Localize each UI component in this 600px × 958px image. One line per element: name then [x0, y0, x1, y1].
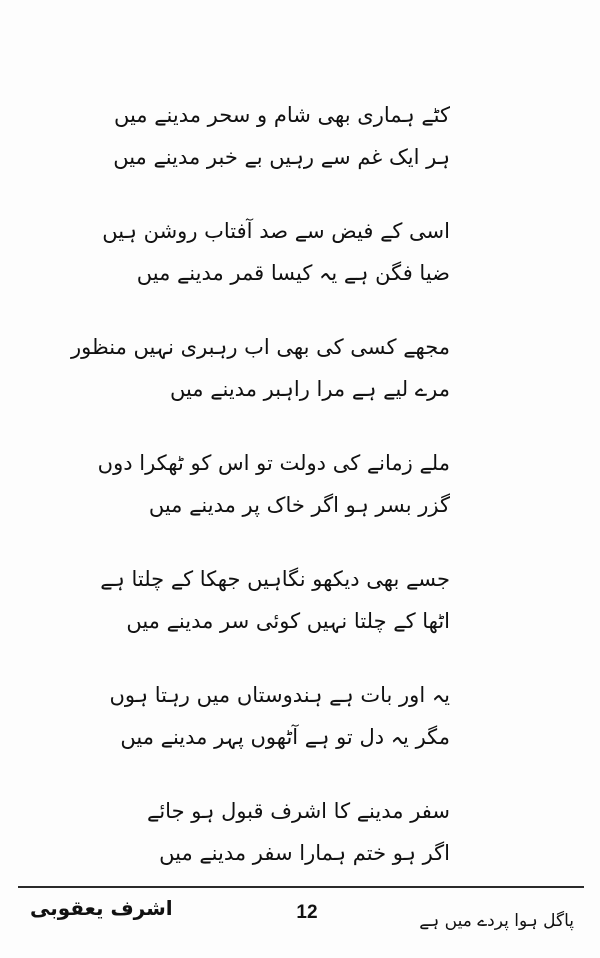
poem-body: [71, 94, 450, 884]
verse-line: ملے زمانے کی دولت تو اس کو ٹھکرا دوں: [97, 451, 450, 475]
verse-line: سفر مدینے کا اشرف قبول ہو جائے: [147, 799, 450, 823]
verse-line: اسی کے فیض سے صد آفتاب روشن ہیں: [102, 219, 450, 243]
book-title: پاگل ہوا پردے میں ہے: [419, 911, 574, 931]
verse-line: جسے بھی دیکھو نگاہیں جھکا کے چلتا ہے: [100, 567, 450, 591]
verse-line: ضیا فگن ہے یہ کیسا قمر مدینے میں: [136, 261, 450, 285]
couplet-7: [147, 790, 450, 906]
page-number: 12: [296, 902, 318, 923]
verse-line: اگر ہو ختم ہمارا سفر مدینے میں: [159, 841, 450, 865]
verse-line: مجھے کسی کی بھی اب رہبری نہیں منظور: [71, 335, 450, 359]
verse-line: گزر بسر ہو اگر خاک پر مدینے میں: [148, 493, 450, 517]
couplet-5: [100, 558, 450, 674]
verse-line: اٹھا کے چلتا نہیں کوئی سر مدینے میں: [126, 609, 450, 633]
verse-line: کٹے ہماری بھی شام و سحر مدینے میں: [113, 103, 450, 127]
author-name: اشرف یعقوبی: [30, 896, 173, 920]
couplet-3: [71, 326, 450, 442]
couplet-1: [113, 94, 450, 210]
footer-divider: [18, 886, 584, 888]
verse-line: ہر ایک غم سے رہیں بے خبر مدینے میں: [113, 145, 450, 169]
page-footer: [18, 892, 584, 944]
verse-line: یہ اور بات ہے ہندوستاں میں رہتا ہوں: [109, 683, 450, 707]
verse-line: مگر یہ دل تو ہے آٹھوں پہر مدینے میں: [120, 725, 450, 749]
couplet-6: [109, 674, 450, 790]
couplet-4: [97, 442, 450, 558]
couplet-2: [102, 210, 450, 326]
verse-line: مرے لیے ہے مرا راہبر مدینے میں: [169, 377, 450, 401]
